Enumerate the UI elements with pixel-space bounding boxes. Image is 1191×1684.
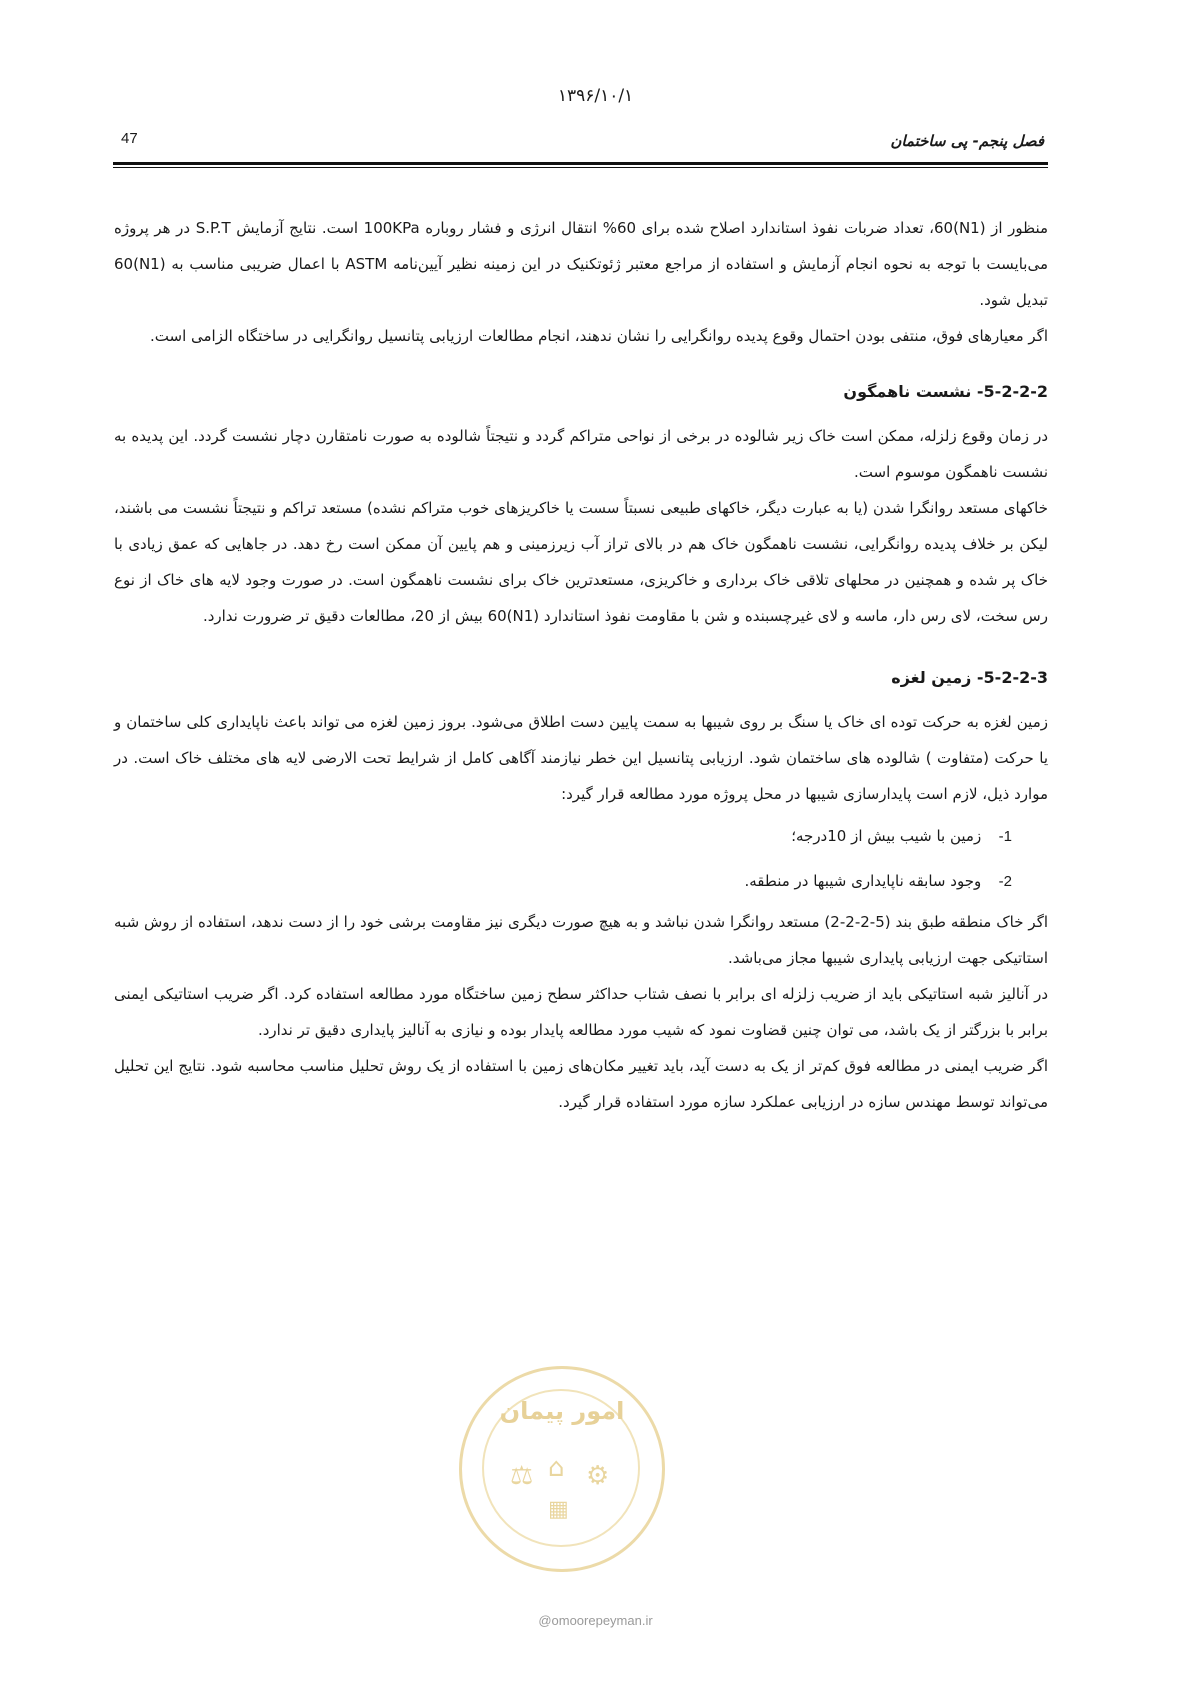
- watermark-seal: [459, 1366, 665, 1572]
- watermark-brand-text: امور پیمان: [499, 1397, 625, 1425]
- list-item-text: زمین با شیب بیش از 10درجه؛: [791, 827, 982, 845]
- page-number: 47: [121, 130, 138, 147]
- paragraph-n160-definition: منظور از (N1)60، تعداد ضربات نفوذ استاندارد اصلاح شده برای 60% انتقال انرژی و فشار روباره 100KPa است. نتایج آزمایش S.P.T در هر پروژه می‌بایست با توجه به نحوه انجام آزمایش و استفاده از مراجع معتبر ژئوتکنیک در این زمینه نظیر آیین‌نامه ASTM با اعمال ضریبی مناسب به (N1)60 تبدیل شود.: [114, 219, 1049, 309]
- paragraph-landslide-intro: زمین لغزه به حرکت توده ای خاک یا سنگ بر روی شیبها به سمت پایین دست اطلاق می‌شود. بروز زمین لغزه می تواند باعث ناپایداری کلی ساختمان و یا حرکت (متفاوت ) شالوده های ساختمان شود. ارزیابی پتانسیل این خطر نیازمند آگاهی کامل از شرایط تحت الارضی لایه های مختلف خاک است. در موارد ذیل، لازم است پایدارسازی شیبها در محل پروژه مورد مطالعه قرار گیرد:: [114, 713, 1048, 803]
- building-icon: ⌂: [548, 1453, 565, 1483]
- paragraph-pseudostatic-analysis: در آنالیز شبه استاتیکی باید از ضریب زلزله ای برابر با نصف شتاب حداکثر سطح زمین ساختگاه مورد مطالعه استفاده کرد. اگر ضریب استاتیکی ایمنی برابر با بزرگتر از یک باشد، می توان چنین قضاوت نمود که شیب مورد مطالعه پایدار بوده و نیازی به آنالیز پایداری دقیق تر ندارد.: [114, 985, 1048, 1039]
- chapter-title: فصل پنجم- پی ساختمان: [890, 132, 1044, 150]
- watermark-website: @omoorepeyman.ir: [538, 1613, 653, 1628]
- list-item-text: وجود سابقه ناپایداری شیبها در منطقه.: [744, 872, 982, 890]
- list-item-number: 2-: [998, 873, 1012, 890]
- gear-icon: ⚙: [586, 1461, 610, 1491]
- list-item: [114, 859, 1012, 904]
- scales-icon: ⚖: [510, 1461, 534, 1491]
- list-item-number: 1-: [998, 828, 1012, 845]
- page-header: [113, 128, 1048, 162]
- header-rule-thin: [113, 167, 1048, 168]
- paragraph-pseudostatic-method: اگر خاک منطقه طبق بند (5-2-2-2) مستعد روانگرا شدن نباشد و به هیچ صورت دیگری نیز مقاومت برشی خود را از دست ندهد، استفاده از روش شبه استاتیکی جهت ارزیابی پایداری شیبها مجاز می‌باشد.: [114, 913, 1048, 967]
- paragraph-settlement-intro: در زمان وقوع زلزله، ممکن است خاک زیر شالوده در برخی از نواحی متراکم گردد و نتیجتاً شالوده به صورت نامتقارن دچار نشست گردد. این پدیده به نشست ناهمگون موسوم است.: [114, 427, 1048, 481]
- heading-differential-settlement: 5-2-2-2- نشست ناهمگون: [843, 382, 1048, 401]
- paragraph-liquefaction-study: اگر معیارهای فوق، منتفی بودن احتمال وقوع پدیده روانگرایی را نشان ندهند، انجام مطالعات ارزیابی پتانسیل روانگرایی در ساختگاه الزامی است.: [150, 327, 1048, 345]
- list-item: [114, 814, 1012, 859]
- grid-icon: ▦: [548, 1497, 569, 1522]
- heading-landslide: 5-2-2-3- زمین لغزه: [891, 668, 1048, 687]
- landslide-conditions-list: [114, 814, 1048, 904]
- paragraph-settlement-soils: خاکهای مستعد روانگرا شدن (یا به عبارت دیگر، خاکهای طبیعی نسبتاً سست یا خاکریزهای خوب متراکم نشده) مستعد تراکم و نتیجتاً نشست می باشند، لیکن بر خلاف پدیده روانگرایی، نشست ناهمگون خاک هم در بالای تراز آب زیرزمینی و هم پایین آن ممکن است رخ دهد. در جاهایی که عمق زیادی با خاک پر شده و همچنین در محلهای تلاقی خاک برداری و خاکریزی، مستعدترین خاک برای نشست ناهمگون است. در صورت وجود لایه های خاک از نوع رس سخت، لای رس دار، ماسه و لای غیرچسبنده و شن با مقاومت نفوذ استاندارد (N1)60 بیش از 20، مطالعات دقیق تر ضرورت ندارد.: [114, 499, 1048, 625]
- header-rule-thick: [113, 162, 1048, 165]
- document-date: ۱۳۹۶/۱۰/۱: [557, 86, 634, 106]
- paragraph-safety-factor: اگر ضریب ایمنی در مطالعه فوق کم‌تر از یک به دست آید، باید تغییر مکان‌های زمین با استفاده از یک روش تحلیل مناسب محاسبه شود. نتایج این تحلیل می‌تواند توسط مهندس سازه در ارزیابی عملکرد سازه مورد استفاده قرار گیرد.: [114, 1057, 1048, 1111]
- document-body: [114, 210, 1048, 1120]
